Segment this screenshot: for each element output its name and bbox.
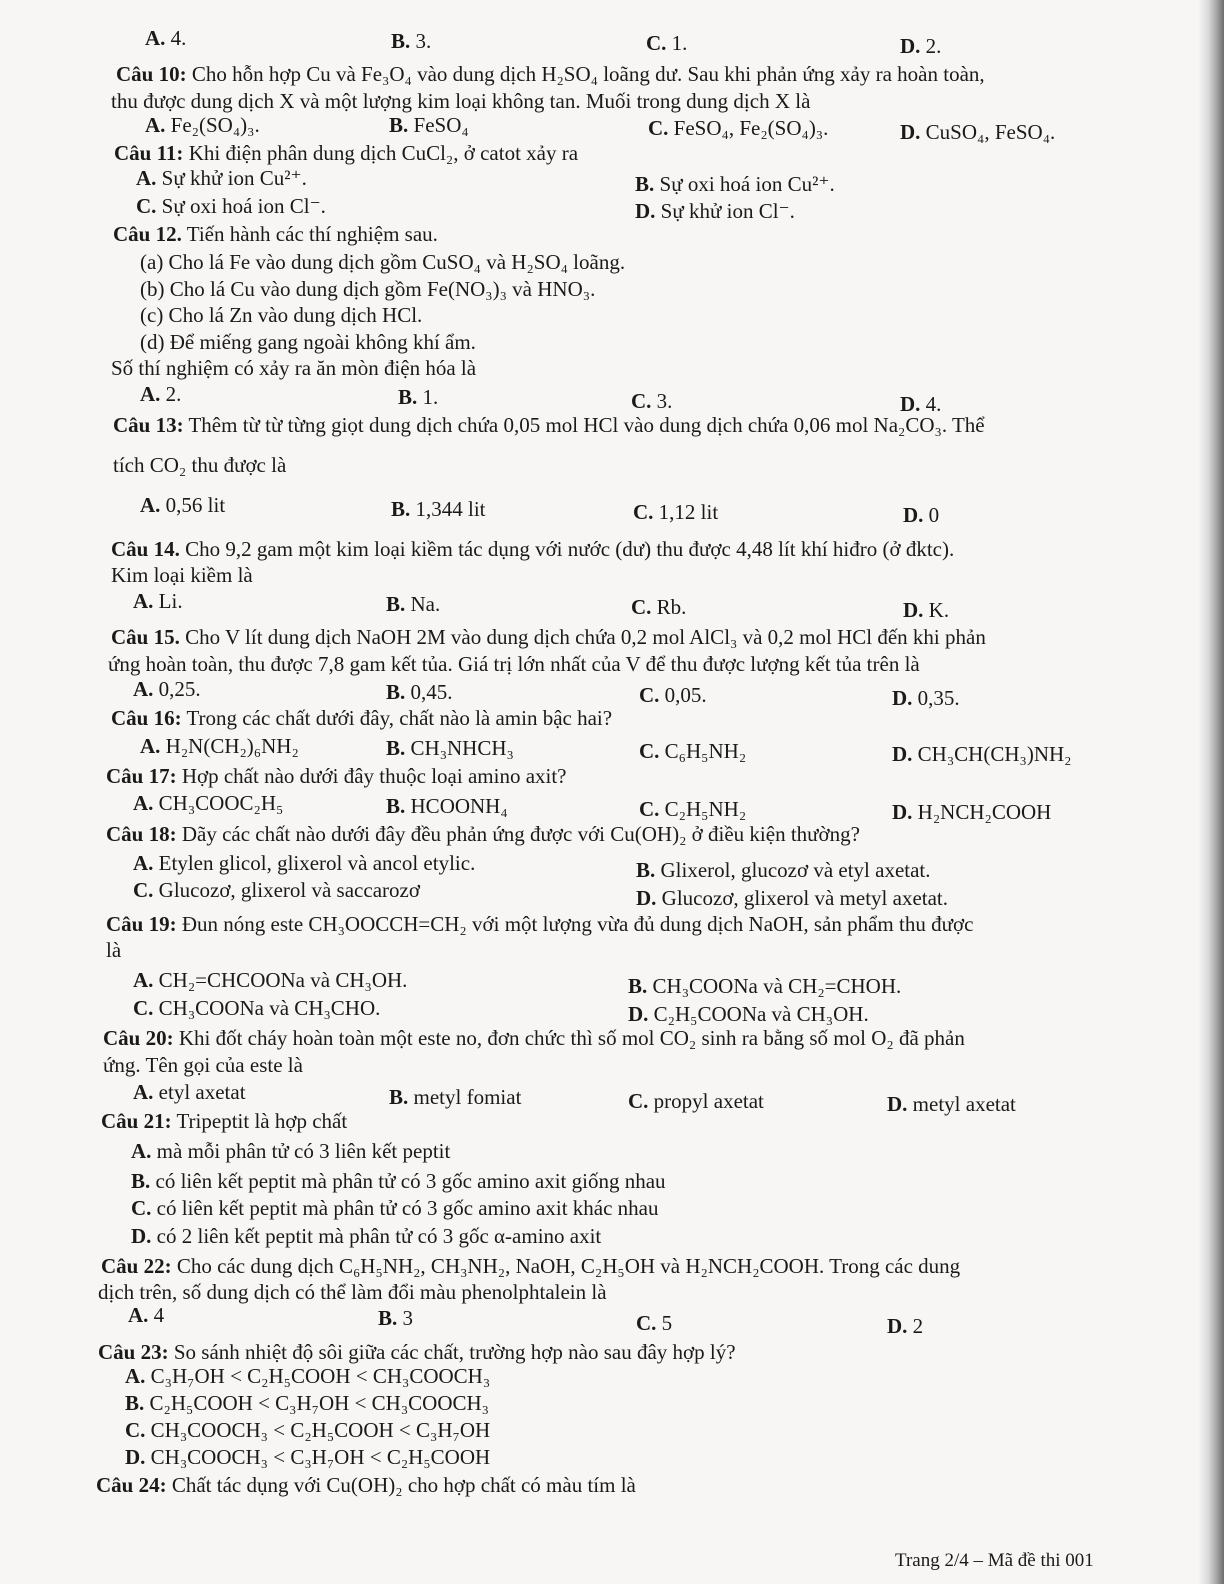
- option-c: C. CH₃COOCH₃ < C₂H₅COOH < C₃H₇OH: [125, 1418, 491, 1442]
- option-c: C. C₂H₅NH₂: [639, 797, 747, 821]
- option-d: D. có 2 liên kết peptit mà phân tử có 3 gốc α-amino axit: [131, 1224, 602, 1248]
- option-d: D. metyl axetat: [887, 1092, 1016, 1116]
- question-11: Câu 11: Khi điện phân dung dịch CuCl₂, ở catot xảy ra: [114, 141, 579, 165]
- option-c: C. CH₃COONa và CH₃CHO.: [133, 996, 381, 1020]
- option-d: D. 0: [903, 503, 940, 527]
- option-c: C. propyl axetat: [628, 1089, 764, 1113]
- option-c: C. Glucozơ, glixerol và saccarozơ: [133, 878, 420, 902]
- option-d: D. Glucozơ, glixerol và metyl axetat.: [636, 886, 949, 910]
- option-a: A. Fe₂(SO₄)₃.: [145, 113, 260, 137]
- option-b: B. FeSO₄: [389, 113, 469, 137]
- option-b: B. HCOONH₄: [386, 794, 508, 818]
- option-a: A. 0,56 lit: [140, 493, 226, 517]
- question-13-cont: tích CO₂ thu được là: [113, 453, 287, 477]
- question-12: Câu 12. Tiến hành các thí nghiệm sau.: [113, 222, 438, 246]
- option-d: D. 4.: [900, 392, 942, 416]
- option-c: C. 3.: [631, 389, 673, 413]
- option-d: D. 2: [887, 1314, 924, 1338]
- question-18: Câu 18: Dãy các chất nào dưới đây đều phản ứng được với Cu(OH)₂ ở điều kiện thường?: [106, 822, 860, 846]
- option-d: D. 0,35.: [892, 686, 960, 710]
- option-b: B. Na.: [386, 592, 441, 616]
- option-a: A. CH₂=CHCOONa và CH₃OH.: [133, 968, 408, 992]
- question-14-cont: Kim loại kiềm là: [111, 563, 253, 587]
- option-a: A. mà mỗi phân tử có 3 liên kết peptit: [131, 1139, 451, 1163]
- option-a: A. CH₃COOC₂H₅: [133, 791, 284, 815]
- question-16: Câu 16: Trong các chất dưới đây, chất nào là amin bậc hai?: [111, 706, 613, 730]
- option-c: C. 1.: [646, 31, 688, 55]
- scan-page-edge: [1198, 0, 1224, 1584]
- option-b: B. 1.: [398, 385, 439, 409]
- option-b: B. 3.: [391, 29, 432, 53]
- option-a: A. H₂N(CH₂)₆NH₂: [140, 734, 299, 758]
- option-c: C. 5: [636, 1311, 673, 1335]
- list-item: (b) Cho lá Cu vào dung dịch gồm Fe(NO₃)₃ và HNO₃.: [140, 277, 596, 301]
- question-19: Câu 19: Đun nóng este CH₃OOCCH=CH₂ với một lượng vừa đủ dung dịch NaOH, sản phẩm thu được: [106, 912, 974, 936]
- option-a: A. Sự khử ion Cu²⁺.: [136, 166, 307, 190]
- list-item: (d) Để miếng gang ngoài không khí ẩm.: [140, 330, 476, 354]
- option-c: C. Rb.: [631, 595, 687, 619]
- question-12-prompt: Số thí nghiệm có xảy ra ăn mòn điện hóa là: [111, 356, 477, 380]
- question-15-cont: ứng hoàn toàn, thu được 7,8 gam kết tủa. Giá trị lớn nhất của V để thu được lượng kết tủa trên là: [108, 652, 920, 676]
- option-b: B. có liên kết peptit mà phân tử có 3 gốc amino axit giống nhau: [131, 1169, 666, 1193]
- option-d: D. H₂NCH₂COOH: [892, 800, 1052, 824]
- option-c: C. 0,05.: [639, 683, 707, 707]
- option-c: C. FeSO₄, Fe₂(SO₄)₃.: [648, 116, 829, 140]
- option-c: C. có liên kết peptit mà phân tử có 3 gốc amino axit khác nhau: [131, 1196, 659, 1220]
- option-a: A. 4: [128, 1303, 165, 1327]
- question-22: Câu 22: Cho các dung dịch C₆H₅NH₂, CH₃NH₂, NaOH, C₂H₅OH và H₂NCH₂COOH. Trong các dung: [101, 1254, 961, 1278]
- question-23: Câu 23: So sánh nhiệt độ sôi giữa các chất, trường hợp nào sau đây hợp lý?: [98, 1340, 736, 1364]
- option-b: B. metyl fomiat: [389, 1085, 522, 1109]
- option-c: C. 1,12 lit: [633, 500, 719, 524]
- option-b: B. 3: [378, 1306, 414, 1330]
- list-item: (a) Cho lá Fe vào dung dịch gồm CuSO₄ và H₂SO₄ loãng.: [140, 250, 626, 274]
- option-a: A. etyl axetat: [133, 1080, 246, 1104]
- option-a: A. 4.: [145, 26, 187, 50]
- question-10: Câu 10: Cho hỗn hợp Cu và Fe₃O₄ vào dung dịch H₂SO₄ loãng dư. Sau khi phản ứng xảy ra hoàn toàn,: [116, 62, 985, 86]
- option-d: D. CH₃COOCH₃ < C₃H₇OH < C₂H₅COOH: [125, 1445, 491, 1469]
- page-footer: Trang 2/4 – Mã đề thi 001: [895, 1550, 1094, 1571]
- option-b: B. 1,344 lit: [391, 497, 486, 521]
- option-c: C. C₆H₅NH₂: [639, 739, 747, 763]
- option-d: D. CH₃CH(CH₃)NH₂: [892, 742, 1072, 766]
- question-14: Câu 14. Cho 9,2 gam một kim loại kiềm tác dụng với nước (dư) thu được 4,48 lít khí hiđro (ở đktc).: [111, 537, 955, 561]
- option-d: D. K.: [903, 598, 950, 622]
- question-20: Câu 20: Khi đốt cháy hoàn toàn một este no, đơn chức thì số mol CO₂ sinh ra bằng số mol O₂ đã phản: [103, 1026, 965, 1050]
- question-19-cont: là: [106, 938, 122, 962]
- option-d: D. 2.: [900, 34, 942, 58]
- option-a: A. 2.: [140, 382, 182, 406]
- question-24: Câu 24: Chất tác dụng với Cu(OH)₂ cho hợp chất có màu tím là: [96, 1473, 636, 1497]
- question-21: Câu 21: Tripeptit là hợp chất: [101, 1109, 348, 1133]
- option-d: D. C₂H₅COONa và CH₃OH.: [628, 1002, 869, 1026]
- option-c: C. Sự oxi hoá ion Cl⁻.: [136, 194, 326, 218]
- option-d: D. Sự khử ion Cl⁻.: [635, 199, 795, 223]
- question-17: Câu 17: Hợp chất nào dưới đây thuộc loại amino axit?: [106, 764, 567, 788]
- question-10-cont: thu được dung dịch X và một lượng kim loại không tan. Muối trong dung dịch X là: [111, 89, 811, 113]
- option-a: A. Li.: [133, 589, 183, 613]
- option-b: B. CH₃COONa và CH₂=CHOH.: [628, 974, 902, 998]
- option-b: B. CH₃NHCH₃: [386, 736, 514, 760]
- list-item: (c) Cho lá Zn vào dung dịch HCl.: [140, 303, 423, 327]
- option-b: B. Sự oxi hoá ion Cu²⁺.: [635, 172, 835, 196]
- option-a: A. Etylen glicol, glixerol và ancol etylic.: [133, 851, 476, 875]
- question-15: Câu 15. Cho V lít dung dịch NaOH 2M vào dung dịch chứa 0,2 mol AlCl₃ và 0,2 mol HCl đến khi phản: [111, 625, 986, 649]
- option-a: A. 0,25.: [133, 677, 201, 701]
- question-20-cont: ứng. Tên gọi của este là: [103, 1053, 303, 1077]
- option-b: B. 0,45.: [386, 680, 453, 704]
- option-b: B. Glixerol, glucozơ và etyl axetat.: [636, 858, 931, 882]
- option-d: D. CuSO₄, FeSO₄.: [900, 120, 1056, 144]
- question-22-cont: dịch trên, số dung dịch có thể làm đổi màu phenolphtalein là: [98, 1280, 607, 1304]
- option-a: A. C₃H₇OH < C₂H₅COOH < CH₃COOCH₃: [125, 1364, 491, 1388]
- option-b: B. C₂H₅COOH < C₃H₇OH < CH₃COOCH₃: [125, 1391, 489, 1415]
- question-13: Câu 13: Thêm từ từ từng giọt dung dịch chứa 0,05 mol HCl vào dung dịch chứa 0,06 mol Na₂CO₃. Thể: [113, 413, 985, 437]
